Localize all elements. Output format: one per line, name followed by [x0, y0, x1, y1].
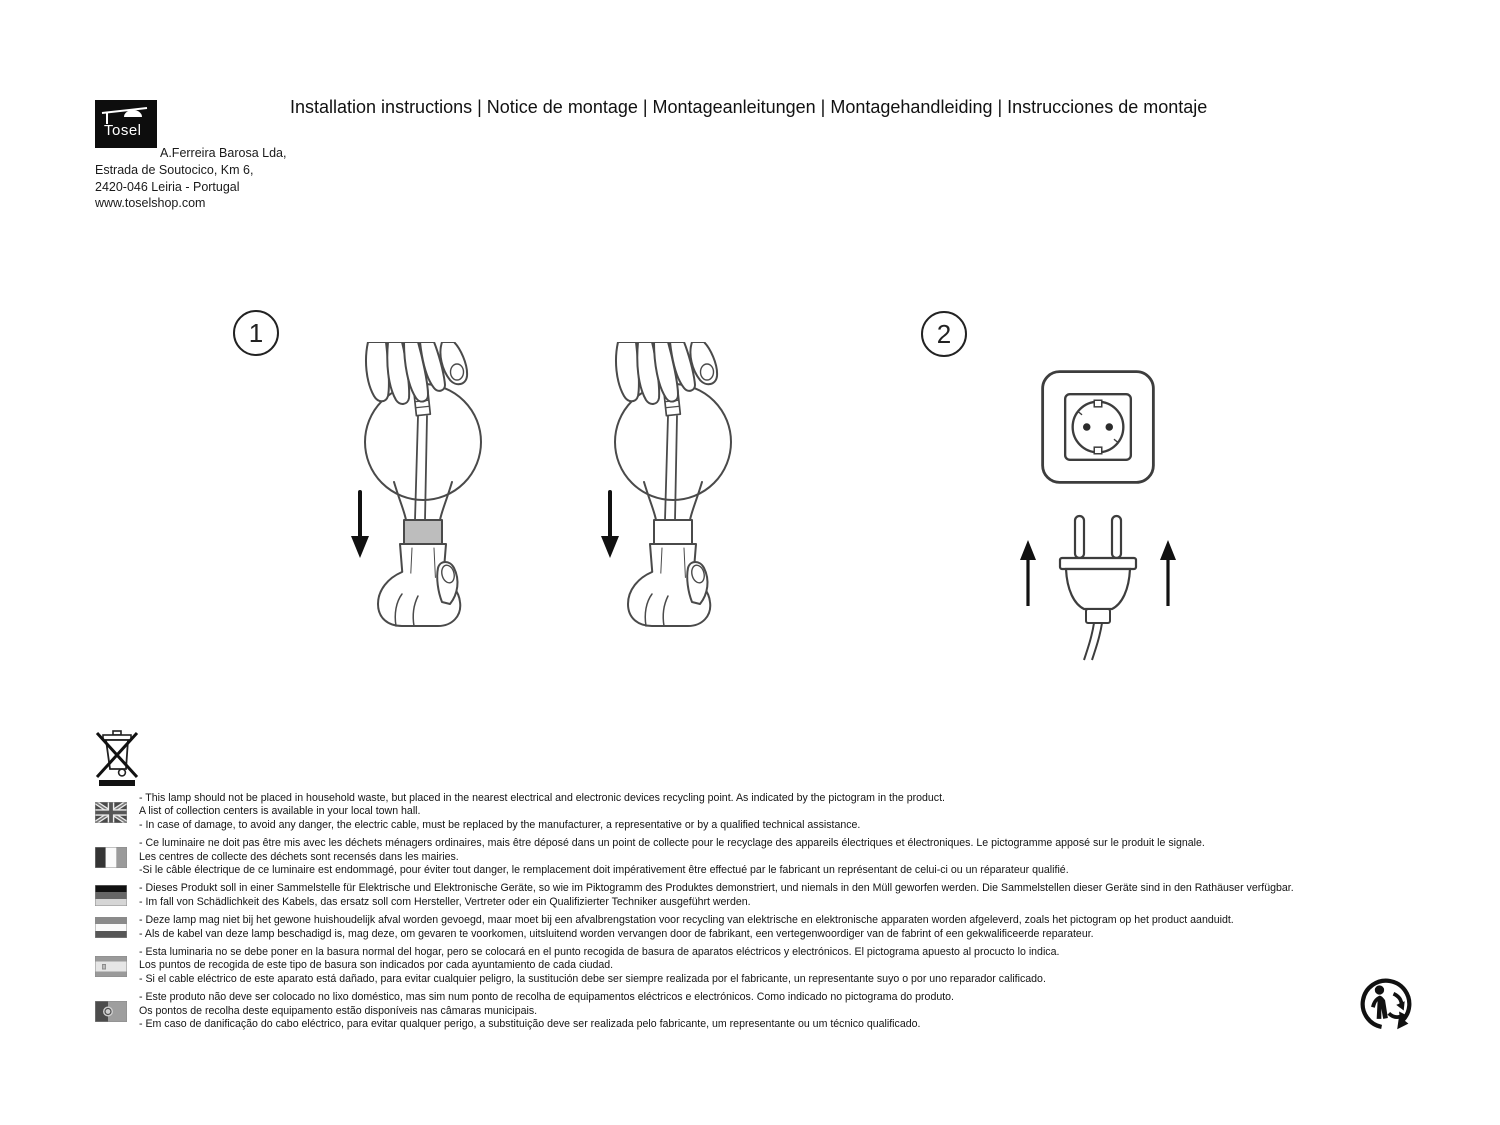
up-arrow-icon — [1017, 540, 1039, 608]
notice-line: - Deze lamp mag niet bij het gewone huishoudelijk afval worden gevoegd, maar moet bij een afvalbrengstation voor recycling van elektrische en elektronische apparaten worden afgeleverd, zoals het pictogram op het product aanduidt. — [139, 914, 1234, 927]
notice-line: A list of collection centers is available in your local town hall. — [139, 805, 421, 818]
bulb-screwing-illustration-1 — [338, 342, 498, 627]
notice-line: - This lamp should not be placed in household waste, but placed in the nearest electrical and electronic devices recycling point. As indicated by the pictogram in the product. — [139, 792, 945, 804]
tosel-logo — [95, 100, 157, 148]
recycling-notices — [95, 792, 1435, 1032]
notice-spanish — [95, 946, 1435, 986]
notice-line: Los puntos de recogida de este tipo de basura son indicados por cada ayuntamiento de cada ciudad. — [139, 959, 614, 972]
notice-german — [95, 882, 1435, 909]
germany-flag-icon — [95, 885, 127, 906]
notice-line: -Si le câble électrique de ce luminaire est endommagé, pour éviter tout danger, le remplacement doit impérativement être effectué par le fabricant un représentant de celui-ci ou un réparateur qualifié. — [139, 864, 1069, 877]
notice-line: Les centres de collecte des déchets sont recensés dans les mairies. — [139, 850, 459, 863]
notice-line: - Als de kabel van deze lamp beschadigd is, mag deze, om gevaren te voorkomen, uitsluitend worden vervangen door de fabrikant, een vertegenwoordiger van de fabrint of een gekwalificeerde reparateur. — [139, 927, 1094, 940]
notice-french — [95, 837, 1435, 877]
page-title: Installation instructions | Notice de montage | Montageanleitungen | Montagehandleiding | Instrucciones de montaje — [290, 97, 1208, 117]
up-arrow-icon — [1157, 540, 1179, 608]
notice-text — [139, 882, 1294, 909]
notice-english — [95, 792, 1435, 832]
bulb-screwing-illustration-2 — [588, 342, 748, 627]
notice-text — [139, 991, 954, 1031]
step-1-number: 1 — [248, 317, 264, 348]
notice-line: Os pontos de recolha deste equipamento estão disponíveis nas câmaras municipais. — [139, 1004, 538, 1017]
wall-socket-icon — [1037, 366, 1159, 488]
notice-line: - Em caso de danificação do cabo eléctrico, para evitar qualquer perigo, a substituição deve ser realizada pelo fabricante, um representante ou um técnico qualificado. — [139, 1018, 921, 1031]
notice-portuguese — [95, 991, 1435, 1031]
uk-flag-icon — [95, 802, 127, 823]
portugal-flag-icon — [95, 1001, 127, 1022]
power-plug-icon — [1048, 512, 1148, 662]
netherlands-flag-icon — [95, 917, 127, 938]
company-name: A.Ferreira Barosa Lda, — [160, 146, 287, 160]
notice-text — [139, 914, 1234, 941]
logo-text: Tosel — [104, 122, 142, 139]
step-2-number: 2 — [936, 318, 952, 349]
company-city: 2420-046 Leiria - Portugal — [95, 180, 240, 194]
weee-crossed-bin-icon — [95, 727, 139, 787]
spain-flag-icon — [95, 956, 127, 977]
notice-line: - Im fall von Schädlichkeit des Kabels, das ersatz soll com Hersteller, Vertreter oder ein Qualifizierter Techniker ausgeführt werden. — [139, 895, 751, 908]
triman-recycling-icon — [1358, 976, 1414, 1032]
notice-line: - Si el cable eléctrico de este aparato está dañado, para evitar cualquier peligro, la sustitución debe ser siempre realizada por el fabricante, un representante suyo o por uno reparador calificado. — [139, 972, 1046, 985]
notice-text — [139, 946, 1059, 986]
notice-line: - Dieses Produkt soll in einer Sammelstelle für Elektrische und Elektronische Geräte, so wie im Piktogramm des Produktes demonstriert, und niemals in den Müll geworfen werden. Die Sammelstellen dieser Geräte sind in den Rathäuser verfügbar. — [139, 882, 1294, 895]
notice-text — [139, 792, 945, 832]
step-1-badge — [233, 310, 279, 356]
notice-line: - Esta luminaria no se debe poner en la basura normal del hogar, pero se colocará en el punto recogida de basura de aparatos eléctricos y electrónicos. El pictograma apuesto al procucto lo indica. — [139, 946, 1060, 959]
notice-line: - Ce luminaire ne doit pas être mis avec les déchets ménagers ordinaires, mais être déposé dans un point de collecte pour le recyclage des appareils électriques et électroniques. Le pictogramme apposé sur le produit le signale. — [139, 837, 1205, 850]
notice-line: - In case of damage, to avoid any danger, the electric cable, must be replaced by the manufacturer, a representative or by a qualified technical assistance. — [139, 818, 861, 831]
step-2-badge — [921, 311, 967, 357]
notice-line: - Este produto não deve ser colocado no lixo doméstico, mas sim num ponto de recolha de equipamentos eléctricos e electrónicos. Como indicado no pictograma do produto. — [139, 991, 954, 1004]
france-flag-icon — [95, 847, 127, 868]
company-address: Estrada de Soutocico, Km 6, — [95, 163, 254, 177]
company-website: www.toselshop.com — [95, 196, 206, 210]
notice-text — [139, 837, 1205, 877]
notice-dutch — [95, 914, 1435, 941]
